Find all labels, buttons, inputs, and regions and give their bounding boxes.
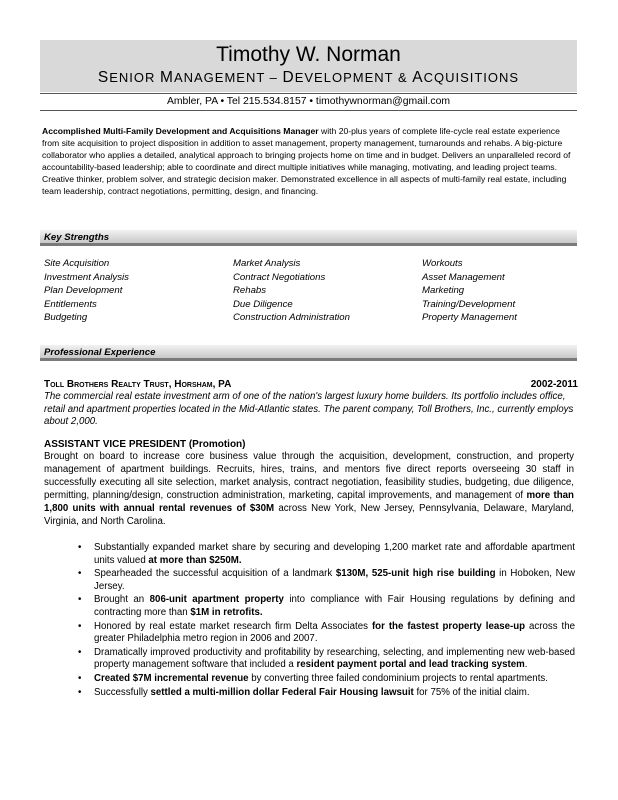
strengths-grid bbox=[44, 257, 578, 325]
bullet-icon: • bbox=[78, 646, 82, 658]
strengths-section-band bbox=[40, 230, 577, 246]
strengths-heading: Key Strengths bbox=[44, 232, 110, 243]
bold-text: Created $7M incremental revenue bbox=[94, 672, 249, 684]
subtitle-part: D bbox=[282, 69, 295, 86]
text-run: Dramatically improved productivity and profitability by researching, selecting, and implementing new web-based property management software that included a bbox=[94, 646, 575, 671]
experience-heading: Professional Experience bbox=[44, 347, 156, 358]
company-name: Toll Brothers Realty Trust, Horsham, PA bbox=[44, 379, 232, 390]
bold-text: more than 1,800 units with annual rental revenues of $30M bbox=[44, 489, 574, 514]
strength-item: Workouts bbox=[422, 258, 463, 269]
bullet-icon: • bbox=[78, 542, 82, 553]
text-run: Spearheaded the successful acquisition of a landmark bbox=[94, 568, 336, 580]
achievement-item bbox=[78, 568, 575, 593]
bold-text: resident payment portal and lead tracking system bbox=[296, 659, 525, 671]
strength-item: Asset Management bbox=[422, 271, 505, 283]
subtitle-part: CQUISITIONS bbox=[423, 70, 520, 85]
company-description: The commercial real estate investment arm of one of the nation's largest luxury home builders. Its portfolio includes office, retail and apartment properties located in the Mid-Atlantic states. The parent company, Toll Brothers, Inc., currently employs about 2,000. bbox=[44, 391, 574, 428]
strengths-column-1 bbox=[44, 257, 233, 325]
bold-text: 806-unit apartment property bbox=[149, 594, 284, 606]
subtitle-part: M bbox=[160, 69, 174, 86]
bold-text: for the fastest property lease-up bbox=[371, 620, 526, 632]
text-run: Brought on board to increase core business value through the acquisition, development, construction, and property management of apartment buildings. Recruits, hires, trains, and mentors five direct reports overseeing 30 staff in successfully executing all site selection, market analysis, contract negotiation, feasibility studies, budgeting, due diligence, permitting, planning/design, construction administration, marketing, capital improvements, and management of bbox=[44, 451, 574, 501]
strength-item: Investment Analysis bbox=[44, 271, 129, 283]
achievement-list bbox=[78, 542, 575, 700]
bullet-icon: • bbox=[78, 594, 82, 606]
contact-rule bbox=[40, 110, 577, 111]
text-run: Brought an bbox=[94, 594, 150, 606]
strength-item: Training/Development bbox=[422, 298, 516, 310]
achievement-item bbox=[78, 542, 575, 567]
text-run: across New York, New Jersey, Pennsylvania, Delaware, Maryland, Virginia, and North Carolina. bbox=[44, 502, 574, 527]
text-run: Honored by real estate market research firm Delta Associates bbox=[94, 620, 372, 632]
text-run: . bbox=[524, 659, 528, 671]
strength-item: Plan Development bbox=[44, 285, 123, 297]
candidate-name: Timothy W. Norman bbox=[216, 43, 401, 66]
strength-item: Property Management bbox=[422, 312, 517, 324]
subtitle-part: ANAGEMENT – bbox=[173, 70, 283, 85]
subtitle-part: ENIOR bbox=[109, 70, 161, 85]
subtitle-part: EVELOPMENT & bbox=[294, 70, 413, 85]
summary-lead: Accomplished Multi-Family Development and Acquisitions Manager bbox=[42, 126, 319, 136]
subtitle-part: S bbox=[97, 69, 110, 86]
bold-text: settled a multi-million dollar Federal Fair Housing lawsuit bbox=[150, 686, 414, 698]
text-run: in Hoboken, New Jersey. bbox=[94, 568, 575, 592]
bullet-icon: • bbox=[78, 568, 82, 580]
achievement-item bbox=[78, 647, 575, 672]
achievement-item bbox=[78, 687, 575, 700]
job-dates: 2002-2011 bbox=[530, 379, 578, 390]
strength-item: Construction Administration bbox=[233, 312, 350, 324]
achievement-item bbox=[78, 621, 575, 646]
bullet-icon: • bbox=[78, 620, 82, 632]
strength-item: Market Analysis bbox=[233, 258, 301, 269]
text-run: by converting three failed condominium projects to rental apartments. bbox=[248, 672, 548, 684]
job-header bbox=[44, 378, 578, 391]
summary-paragraph bbox=[42, 126, 578, 197]
strength-item: Entitlements bbox=[44, 298, 97, 310]
text-run: into compliance with Fair Housing regulations by defining and contracting more than bbox=[94, 594, 575, 618]
text-run: across the greater Philadelphia metro region in 2006 and 2007. bbox=[94, 620, 575, 645]
subtitle-part: A bbox=[412, 69, 424, 86]
strength-item: Contract Negotiations bbox=[233, 271, 326, 283]
bold-text: at more than $250M. bbox=[148, 554, 242, 566]
contact-info: Ambler, PA • Tel 215.534.8157 • timothywnorman@gmail.com bbox=[166, 96, 451, 107]
strength-item: Rehabs bbox=[233, 285, 267, 297]
role-description bbox=[44, 451, 574, 529]
summary-text: with 20-plus years of complete life-cycle real estate experience from site acquisition to project disposition in addition to asset management, property management, turnarounds and rehabs. A big-picture collaborator who applies a detailed, analytical approach to bringing projects home on time and in budget. Delivers an unparalleled record of accountability-based leadership; able to coordinate and direct multiple initiatives while managing, motivating, and leading project teams. Creative thinker, problem solver, and strategic decision maker. Demonstrated excellence in all aspects of multi-family real estate, including team leadership, contract negotiations, permitting, design, and financing. bbox=[42, 126, 571, 196]
strength-item: Budgeting bbox=[44, 312, 88, 324]
bullet-icon: • bbox=[78, 672, 82, 684]
strengths-column-2 bbox=[233, 257, 422, 325]
bullet-icon: • bbox=[78, 686, 82, 698]
strengths-column-3 bbox=[422, 257, 578, 325]
role-title: ASSISTANT VICE PRESIDENT (Promotion) bbox=[44, 439, 246, 450]
text-run: for 75% of the initial claim. bbox=[413, 686, 530, 698]
strength-item: Site Acquisition bbox=[44, 258, 110, 269]
strength-item: Due Diligence bbox=[233, 298, 293, 310]
bold-text: $1M in retrofits. bbox=[190, 606, 263, 618]
bold-text: $130M, 525-unit high rise building bbox=[335, 568, 496, 580]
candidate-subtitle bbox=[40, 68, 577, 88]
achievement-item bbox=[78, 594, 575, 619]
text-run: Successfully bbox=[94, 686, 151, 698]
header-rule bbox=[40, 93, 577, 94]
achievement-item bbox=[78, 673, 575, 686]
text-run: Substantially expanded market share by securing and developing 1,200 market rate and affordable apartment units valued bbox=[94, 542, 575, 566]
strength-item: Marketing bbox=[422, 285, 465, 297]
